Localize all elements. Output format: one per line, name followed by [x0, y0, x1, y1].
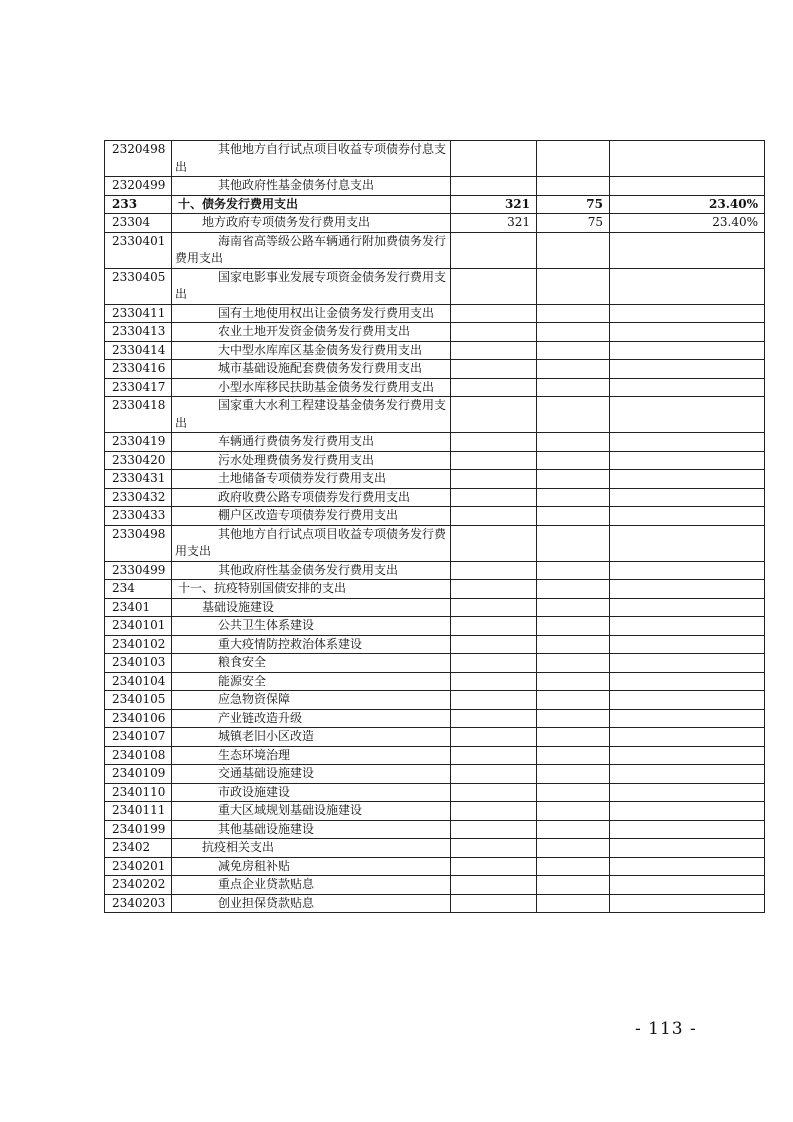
table-row: [105, 635, 765, 654]
row-code-cell: 2320499: [105, 177, 172, 196]
row-code-cell: 2330431: [105, 470, 172, 489]
row-budget-cell: [451, 691, 537, 710]
row-percent-cell: [610, 397, 765, 433]
table-row: [105, 397, 765, 433]
row-code-cell: 2330417: [105, 378, 172, 397]
row-name-cell: 其他地方自行试点项目收益专项债券付息支出: [172, 141, 451, 177]
row-code-cell: 2340104: [105, 672, 172, 691]
row-actual-cell: [537, 507, 610, 526]
row-percent-cell: [610, 876, 765, 895]
table-row: [105, 488, 765, 507]
row-percent-cell: [610, 433, 765, 452]
row-code-cell: 2340110: [105, 783, 172, 802]
row-actual-cell: [537, 470, 610, 489]
table-row: [105, 617, 765, 636]
row-name-cell: 能源安全: [172, 672, 451, 691]
row-actual-cell: [537, 580, 610, 599]
row-percent-cell: 23.40%: [610, 195, 765, 214]
row-budget-cell: [451, 857, 537, 876]
table-row: [105, 470, 765, 489]
row-name-cell: 地方政府专项债务发行费用支出: [172, 214, 451, 233]
row-actual-cell: [537, 141, 610, 177]
row-percent-cell: [610, 525, 765, 561]
row-percent-cell: [610, 268, 765, 304]
row-actual-cell: [537, 378, 610, 397]
row-budget-cell: 321: [451, 214, 537, 233]
row-name-cell: 十、债务发行费用支出: [172, 195, 451, 214]
row-code-cell: 2330418: [105, 397, 172, 433]
page-number: - 113 -: [635, 1019, 697, 1039]
row-budget-cell: [451, 488, 537, 507]
table-row: [105, 177, 765, 196]
row-budget-cell: [451, 525, 537, 561]
row-name-cell: 城镇老旧小区改造: [172, 728, 451, 747]
row-name-cell: 其他政府性基金债务发行费用支出: [172, 561, 451, 580]
row-actual-cell: [537, 433, 610, 452]
table-row: [105, 857, 765, 876]
row-code-cell: 2330433: [105, 507, 172, 526]
row-percent-cell: [610, 177, 765, 196]
row-budget-cell: [451, 360, 537, 379]
row-percent-cell: 23.40%: [610, 214, 765, 233]
row-actual-cell: [537, 820, 610, 839]
row-budget-cell: [451, 894, 537, 913]
row-code-cell: 2340103: [105, 654, 172, 673]
row-budget-cell: [451, 802, 537, 821]
row-actual-cell: [537, 635, 610, 654]
row-budget-cell: [451, 177, 537, 196]
row-actual-cell: [537, 783, 610, 802]
row-code-cell: 2330420: [105, 451, 172, 470]
row-budget-cell: [451, 598, 537, 617]
row-actual-cell: [537, 709, 610, 728]
table-row: [105, 691, 765, 710]
row-percent-cell: [610, 765, 765, 784]
table-row: [105, 672, 765, 691]
row-actual-cell: [537, 802, 610, 821]
row-percent-cell: [610, 820, 765, 839]
table-row: [105, 580, 765, 599]
row-actual-cell: [537, 654, 610, 673]
table-row: [105, 304, 765, 323]
row-code-cell: 2340102: [105, 635, 172, 654]
row-percent-cell: [610, 857, 765, 876]
row-name-cell: 交通基础设施建设: [172, 765, 451, 784]
row-actual-cell: 75: [537, 214, 610, 233]
row-budget-cell: [451, 635, 537, 654]
row-actual-cell: [537, 341, 610, 360]
row-code-cell: 2340199: [105, 820, 172, 839]
row-code-cell: 234: [105, 580, 172, 599]
row-budget-cell: [451, 470, 537, 489]
row-percent-cell: [610, 561, 765, 580]
row-name-cell: 重大疫情防控救治体系建设: [172, 635, 451, 654]
table-row: [105, 876, 765, 895]
row-percent-cell: [610, 141, 765, 177]
row-actual-cell: [537, 765, 610, 784]
row-code-cell: 2340111: [105, 802, 172, 821]
row-budget-cell: [451, 378, 537, 397]
table-row: [105, 561, 765, 580]
row-code-cell: 2330405: [105, 268, 172, 304]
row-name-cell: 抗疫相关支出: [172, 839, 451, 858]
table-row: [105, 820, 765, 839]
row-name-cell: 国家电影事业发展专项资金债务发行费用支出: [172, 268, 451, 304]
row-budget-cell: [451, 561, 537, 580]
row-actual-cell: [537, 304, 610, 323]
row-code-cell: 2340203: [105, 894, 172, 913]
row-actual-cell: [537, 598, 610, 617]
table-row: [105, 654, 765, 673]
row-actual-cell: [537, 839, 610, 858]
row-budget-cell: 321: [451, 195, 537, 214]
table-row: [105, 525, 765, 561]
row-percent-cell: [610, 839, 765, 858]
table-row: [105, 765, 765, 784]
budget-table: [104, 140, 765, 913]
row-name-cell: 棚户区改造专项债券发行费用支出: [172, 507, 451, 526]
row-code-cell: 2330414: [105, 341, 172, 360]
table-row: [105, 894, 765, 913]
row-code-cell: 2340108: [105, 746, 172, 765]
row-code-cell: 233: [105, 195, 172, 214]
row-percent-cell: [610, 691, 765, 710]
row-actual-cell: [537, 177, 610, 196]
row-name-cell: 海南省高等级公路车辆通行附加费债务发行费用支出: [172, 232, 451, 268]
row-budget-cell: [451, 839, 537, 858]
row-actual-cell: [537, 451, 610, 470]
row-code-cell: 23401: [105, 598, 172, 617]
table-body: [105, 141, 765, 913]
row-budget-cell: [451, 433, 537, 452]
row-code-cell: 23402: [105, 839, 172, 858]
row-name-cell: 创业担保贷款贴息: [172, 894, 451, 913]
row-percent-cell: [610, 746, 765, 765]
row-code-cell: 2330419: [105, 433, 172, 452]
row-name-cell: 基础设施建设: [172, 598, 451, 617]
row-percent-cell: [610, 323, 765, 342]
row-percent-cell: [610, 894, 765, 913]
row-actual-cell: [537, 561, 610, 580]
row-code-cell: 2340202: [105, 876, 172, 895]
row-code-cell: 2320498: [105, 141, 172, 177]
row-budget-cell: [451, 323, 537, 342]
row-actual-cell: [537, 488, 610, 507]
row-code-cell: 2330413: [105, 323, 172, 342]
row-name-cell: 粮食安全: [172, 654, 451, 673]
table-row: [105, 433, 765, 452]
row-name-cell: 小型水库移民扶助基金债务发行费用支出: [172, 378, 451, 397]
row-percent-cell: [610, 360, 765, 379]
table-row: [105, 598, 765, 617]
row-name-cell: 生态环境治理: [172, 746, 451, 765]
row-actual-cell: [537, 691, 610, 710]
row-budget-cell: [451, 141, 537, 177]
row-name-cell: 国家重大水利工程建设基金债务发行费用支出: [172, 397, 451, 433]
row-percent-cell: [610, 635, 765, 654]
table-row: [105, 268, 765, 304]
row-actual-cell: [537, 672, 610, 691]
row-actual-cell: [537, 268, 610, 304]
row-name-cell: 市政设施建设: [172, 783, 451, 802]
table-row: [105, 839, 765, 858]
row-actual-cell: [537, 397, 610, 433]
row-percent-cell: [610, 507, 765, 526]
row-percent-cell: [610, 341, 765, 360]
row-percent-cell: [610, 709, 765, 728]
row-actual-cell: [537, 525, 610, 561]
row-percent-cell: [610, 617, 765, 636]
table-row: [105, 232, 765, 268]
row-budget-cell: [451, 617, 537, 636]
row-code-cell: 2340201: [105, 857, 172, 876]
row-name-cell: 十一、抗疫特别国债安排的支出: [172, 580, 451, 599]
row-budget-cell: [451, 765, 537, 784]
table-row: [105, 360, 765, 379]
row-code-cell: 23304: [105, 214, 172, 233]
row-name-cell: 公共卫生体系建设: [172, 617, 451, 636]
row-actual-cell: [537, 323, 610, 342]
row-percent-cell: [610, 488, 765, 507]
row-percent-cell: [610, 580, 765, 599]
row-actual-cell: [537, 746, 610, 765]
row-name-cell: 应急物资保障: [172, 691, 451, 710]
row-code-cell: 2330416: [105, 360, 172, 379]
row-budget-cell: [451, 728, 537, 747]
row-percent-cell: [610, 672, 765, 691]
row-actual-cell: [537, 876, 610, 895]
row-budget-cell: [451, 397, 537, 433]
row-code-cell: 2340109: [105, 765, 172, 784]
table-row: [105, 451, 765, 470]
row-name-cell: 农业土地开发资金债务发行费用支出: [172, 323, 451, 342]
row-percent-cell: [610, 802, 765, 821]
row-name-cell: 车辆通行费债务发行费用支出: [172, 433, 451, 452]
row-name-cell: 土地储备专项债券发行费用支出: [172, 470, 451, 489]
row-budget-cell: [451, 451, 537, 470]
row-actual-cell: [537, 360, 610, 379]
table-row: [105, 141, 765, 177]
row-code-cell: 2340101: [105, 617, 172, 636]
row-budget-cell: [451, 820, 537, 839]
row-budget-cell: [451, 876, 537, 895]
table-row: [105, 341, 765, 360]
row-name-cell: 产业链改造升级: [172, 709, 451, 728]
row-actual-cell: [537, 728, 610, 747]
row-budget-cell: [451, 709, 537, 728]
row-actual-cell: [537, 894, 610, 913]
row-name-cell: 其他基础设施建设: [172, 820, 451, 839]
table-row: [105, 378, 765, 397]
row-budget-cell: [451, 507, 537, 526]
row-budget-cell: [451, 232, 537, 268]
row-actual-cell: [537, 232, 610, 268]
table-row: [105, 728, 765, 747]
row-code-cell: 2330411: [105, 304, 172, 323]
row-percent-cell: [610, 783, 765, 802]
row-name-cell: 重大区域规划基础设施建设: [172, 802, 451, 821]
row-name-cell: 减免房租补贴: [172, 857, 451, 876]
table-row: [105, 783, 765, 802]
row-percent-cell: [610, 470, 765, 489]
row-name-cell: 政府收费公路专项债券发行费用支出: [172, 488, 451, 507]
row-percent-cell: [610, 378, 765, 397]
row-code-cell: 2330432: [105, 488, 172, 507]
table-row: [105, 709, 765, 728]
row-code-cell: 2330499: [105, 561, 172, 580]
table-row: [105, 507, 765, 526]
table-row: [105, 746, 765, 765]
table-row: [105, 195, 765, 214]
row-percent-cell: [610, 232, 765, 268]
row-name-cell: 大中型水库库区基金债务发行费用支出: [172, 341, 451, 360]
row-name-cell: 其他地方自行试点项目收益专项债务发行费用支出: [172, 525, 451, 561]
table-row: [105, 802, 765, 821]
row-code-cell: 2340105: [105, 691, 172, 710]
table-row: [105, 323, 765, 342]
row-name-cell: 重点企业贷款贴息: [172, 876, 451, 895]
row-actual-cell: [537, 857, 610, 876]
row-actual-cell: 75: [537, 195, 610, 214]
row-code-cell: 2330401: [105, 232, 172, 268]
row-code-cell: 2340106: [105, 709, 172, 728]
row-budget-cell: [451, 746, 537, 765]
row-budget-cell: [451, 341, 537, 360]
row-code-cell: 2330498: [105, 525, 172, 561]
row-budget-cell: [451, 580, 537, 599]
row-name-cell: 污水处理费债务发行费用支出: [172, 451, 451, 470]
row-budget-cell: [451, 783, 537, 802]
row-code-cell: 2340107: [105, 728, 172, 747]
row-percent-cell: [610, 451, 765, 470]
row-budget-cell: [451, 672, 537, 691]
row-percent-cell: [610, 598, 765, 617]
row-name-cell: 国有土地使用权出让金债务发行费用支出: [172, 304, 451, 323]
row-percent-cell: [610, 728, 765, 747]
row-budget-cell: [451, 304, 537, 323]
row-percent-cell: [610, 654, 765, 673]
row-budget-cell: [451, 654, 537, 673]
row-name-cell: 城市基础设施配套费债务发行费用支出: [172, 360, 451, 379]
row-budget-cell: [451, 268, 537, 304]
row-actual-cell: [537, 617, 610, 636]
row-percent-cell: [610, 304, 765, 323]
row-name-cell: 其他政府性基金债务付息支出: [172, 177, 451, 196]
table-row: [105, 214, 765, 233]
